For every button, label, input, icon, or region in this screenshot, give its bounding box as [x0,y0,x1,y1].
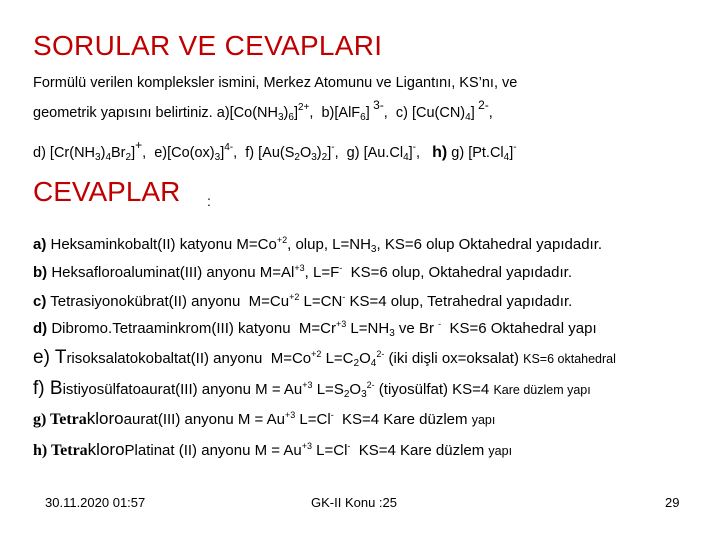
formula-b: b)[AlF$_6$] $^{3-}$, [317,98,388,123]
footer-course: GK-II Konu :25 [311,495,397,510]
slide-title: SORULAR VE CEVAPLARI [33,30,383,61]
question-line-3 [33,138,517,163]
answers-heading: CEVAPLAR [33,176,181,207]
formula-a: $a)[Co(NH_3)_6]^{2+}$, [216,102,314,123]
formula-e: $e)[Co(ox)_3]^{4-}$, [150,142,238,163]
formula-h: h) g) $[Pt.Cl_4]^-$ [432,142,517,163]
footer-date: 30.11.2020 01:57 [45,495,146,510]
formula-c: c) $[Cu(CN)_4]$ $^{2-}$, [391,98,493,123]
answer-g: g) Tetrakloroaurat(III) anyonu $M = Au^{+3}$ L=Cl- KS=4 Kare düzlem yapı [33,409,496,428]
answer-d: d) Dibromo.Tetraaminkrom(III) katyonu $M=Cr^{+3}$ $L=NH_3$ ve Br - KS=6 Oktahedral yapı [33,319,597,339]
answer-b: b) Heksafloroaluminat(III) anyonu $M=Al^{+3}$, L=F- KS=6 olup, Oktahedral yapıdadır. [33,263,572,281]
question-line-2-text: geometrik yapısını belirtiniz. [33,105,213,121]
answer-c: c) Tetrasiyonokübrat(II) anyonu $M=Cu^{+2}$ L=CN- KS=4 olup, Tetrahedral yapıdadır. [33,292,573,310]
answer-h: h) TetrakloroPlatinat (II) anyonu $M = Au^{+3}$ L=Cl- KS=4 Kare düzlem yapı [33,440,513,459]
formula-f: f) $[Au(S_2O_3)_2]^-$, [241,142,339,163]
question-line-1: Formülü verilen kompleksler ismini, Merkez Atomunu ve Ligantını, KS’nı, ve [33,75,518,91]
answer-a: a) Heksaminkobalt(II) katyonu $M=Co^{+2}$, olup, $L=NH_3$, KS=6 olup Oktahedral yapıdadır. [33,235,603,255]
answer-e: e) Trisoksalatokobaltat(II) anyonu $M=Co^{+2}$ $L=C_2O_4^{2-}$ (iki dişli ox=oksalat) KS=6 oktahedral [33,347,616,369]
question-line-2 [33,98,493,123]
formula-g: g) $[Au.Cl_4]^-$, [342,142,421,163]
formula-d: d) $[Cr(NH_3)_4Br_2]^+$, [33,138,147,163]
answers-colon: : [207,193,211,209]
answer-f: f) Bistiyosülfatoaurat(III) anyonu $M = Au^{+3}$ $L=S_2O_3^{2-}$ (tiyosülfat) KS=4 Kare düzlem yapı [33,378,591,400]
footer-page-number: 29 [665,495,680,510]
